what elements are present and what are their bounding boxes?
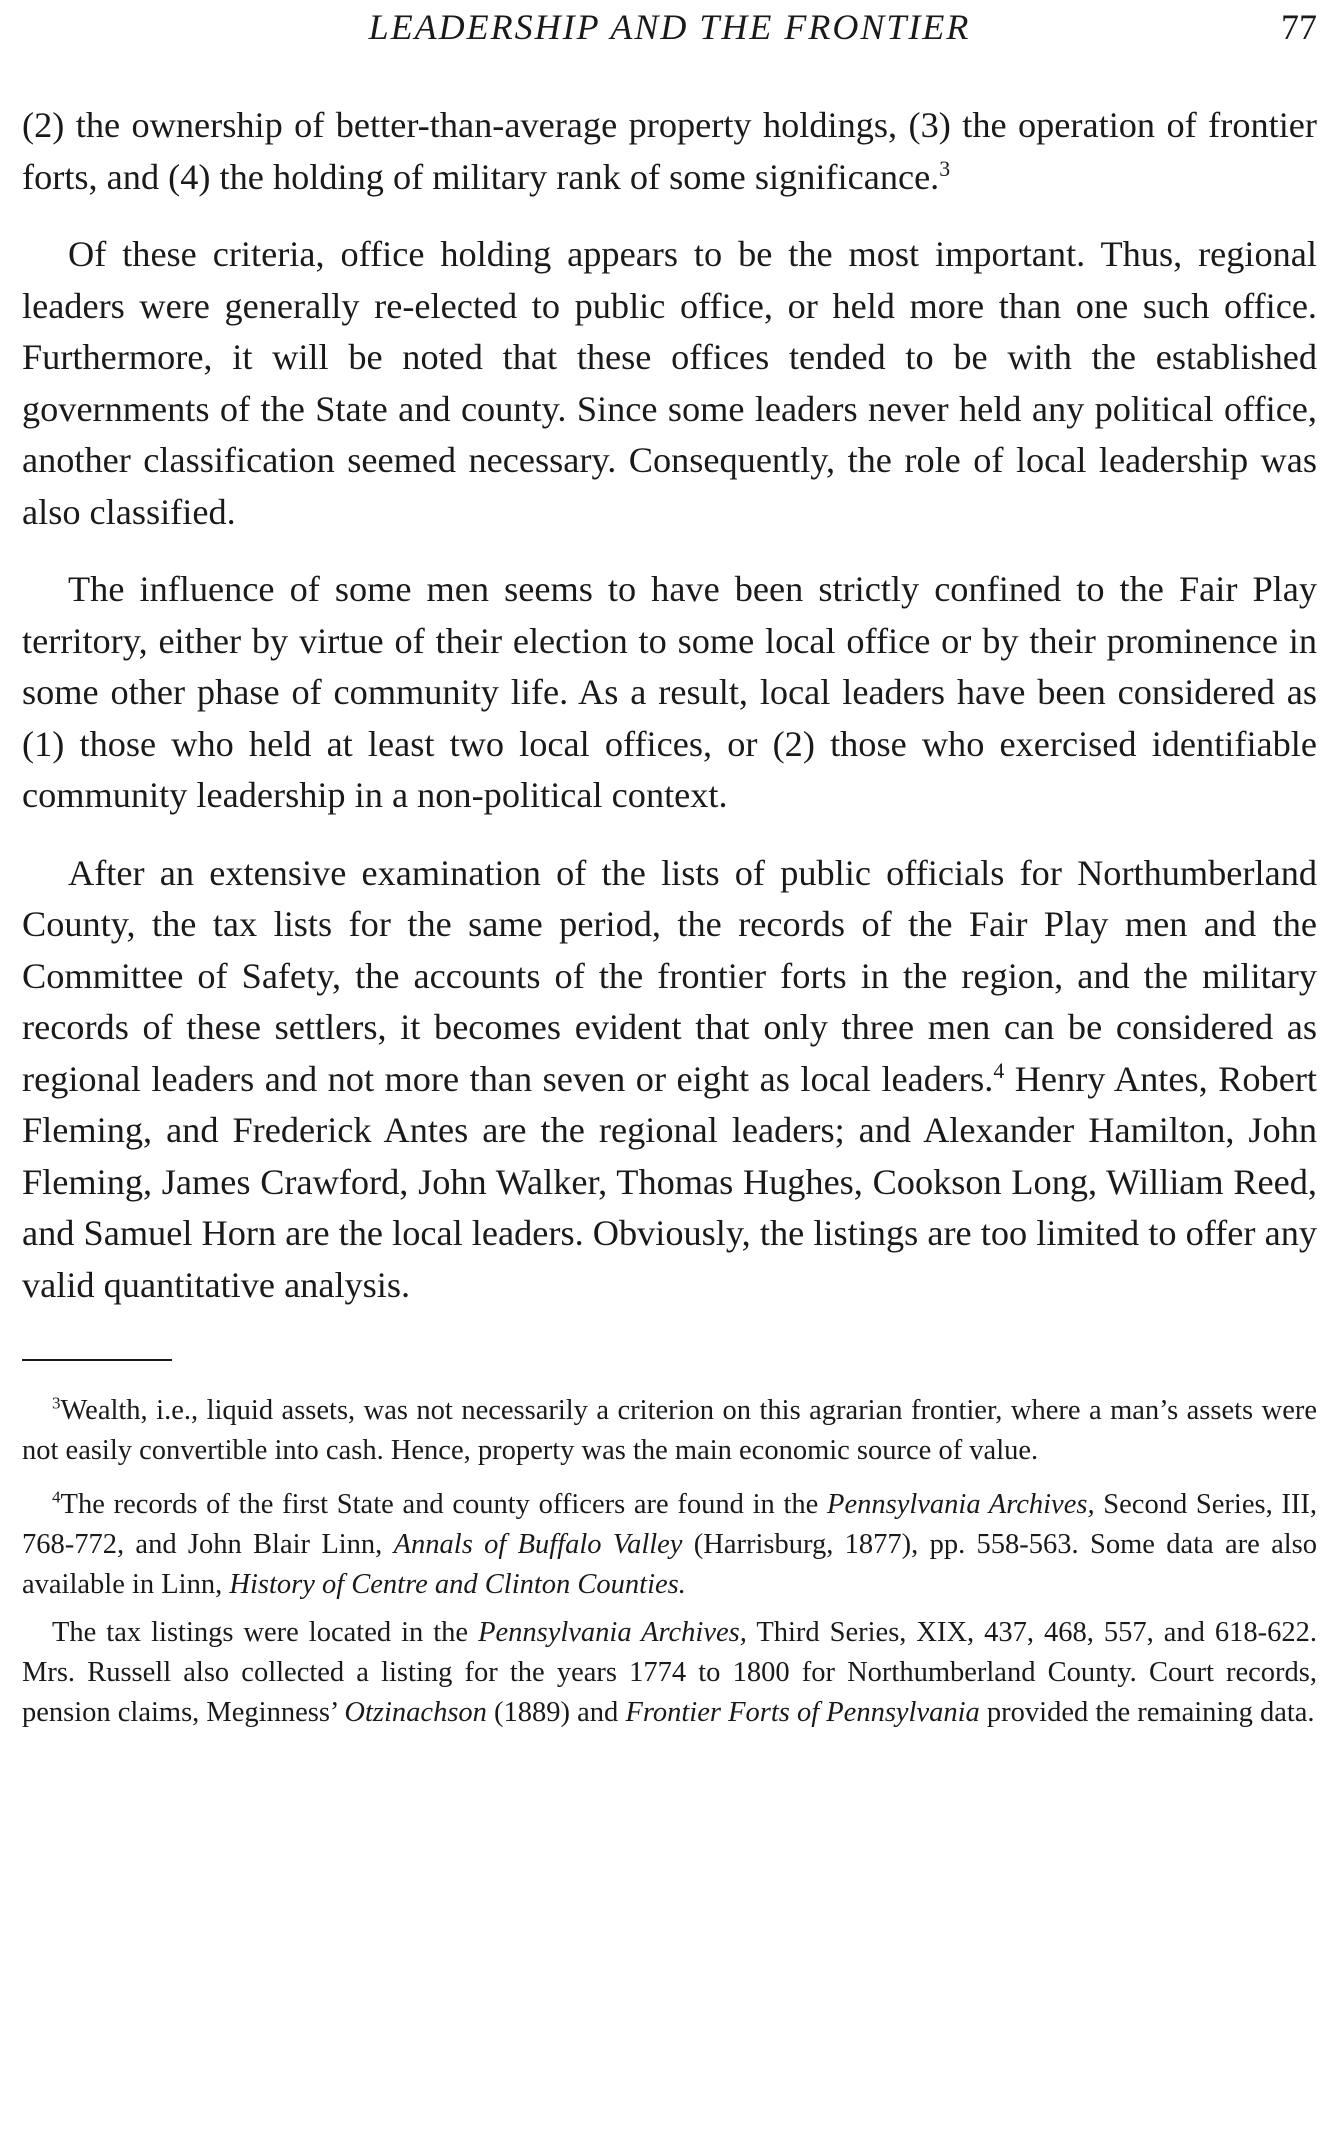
footnote-4-marker: 4 [52,1487,61,1507]
footnote-4-text-1: The records of the first State and county officers are found in the [60,1489,828,1520]
paragraph-4 [22,848,1317,1312]
paragraph-4-text-b: Henry Antes, Robert Fleming, and Frederick Antes are the regional leaders; and Alexander Hamilton, John Fleming, James Crawford, John Walker, Thomas Hughes, Cookson Long, William Reed, and Samuel Horn are the local leaders. Obviously, the listings are too limited to offer any valid quantitative analysis. [22,1058,1317,1305]
footnote-divider [22,1359,172,1361]
footnote-4-continued [22,1613,1317,1733]
footnote-4c-text-2: Third Series, XIX, 437, 468, 557, and 618-622. Mrs. Russell also collected a listing for the years 1774 to 1800 for Northumberland County. Court records, pension claims, Meginness’ [22,1617,1318,1728]
footnote-4-title-2: Annals of Buffalo Valley [393,1529,683,1560]
running-title: LEADERSHIP AND THE FRONTIER [368,7,971,47]
book-page [22,0,1317,2154]
footnote-4c-text-1: The tax listings were located in the [52,1617,479,1648]
footnote-4c-title-1: Pennsylvania Archives, [478,1617,747,1648]
body-text [22,100,1317,1311]
footnote-4c-title-2: Otzinachson [344,1697,487,1728]
paragraph-2: Of these criteria, office holding appears to be the most important. Thus, regional leaders were generally re-elected to public office, or held more than one such office. Furthermore, it will be noted that these offices tended to be with the established governments of the State and county. Since some leaders never held any political office, another classification seemed necessary. Consequently, the role of local leadership was also classified. [22,234,1317,532]
footnote-ref-3: 3 [939,156,951,181]
footnote-4c-text-4: provided the remaining data. [979,1697,1315,1728]
footnote-4-title-1: Pennsylvania Archives, [827,1489,1095,1520]
running-head [22,0,1317,58]
footnote-4-text-3: (Harrisburg, 1877), pp. 558-563. Some data are also available in Linn, [22,1529,1317,1600]
paragraph-1 [22,100,1317,203]
footnote-3-marker: 3 [52,1393,61,1413]
paragraph-3: The influence of some men seems to have been strictly confined to the Fair Play territory, either by virtue of their election to some local office or by their prominence in some other phase of community life. As a result, local leaders have been considered as (1) those who held at least two local offices, or (2) those who exercised identifiable community leadership in a non-political context. [22,569,1317,815]
footnote-4 [22,1485,1317,1605]
footnote-3-text: Wealth, i.e., liquid assets, was not necessarily a criterion on this agrarian frontier, where a man’s assets were not easily convertible into cash. Hence, property was the main economic source of value. [22,1395,1317,1466]
footnote-4-title-3: History of Centre and Clinton Counties. [229,1569,686,1600]
footnotes [22,1391,1317,1733]
page-number: 77 [1281,7,1317,47]
footnote-ref-4: 4 [993,1058,1005,1083]
footnote-3 [22,1391,1317,1471]
footnote-4-text-2: Second Series, III, 768-772, and John Blair Linn, [22,1489,1318,1560]
paragraph-1-text: (2) the ownership of better-than-average property holdings, (3) the operation of frontier forts, and (4) the holding of military rank of some significance. [22,105,1317,197]
footnote-4c-text-3: (1889) and [486,1697,626,1728]
paragraph-4-text-a: After an extensive examination of the lists of public officials for Northumberland County, the tax lists for the same period, the records of the Fair Play men and the Committee of Safety, the accounts of the frontier forts in the region, and the military records of these settlers, it becomes evident that only three men can be considered as regional leaders and not more than seven or eight as local leaders. [22,852,1317,1099]
footnote-4c-title-3: Frontier Forts of Pennsylvania [625,1697,980,1728]
